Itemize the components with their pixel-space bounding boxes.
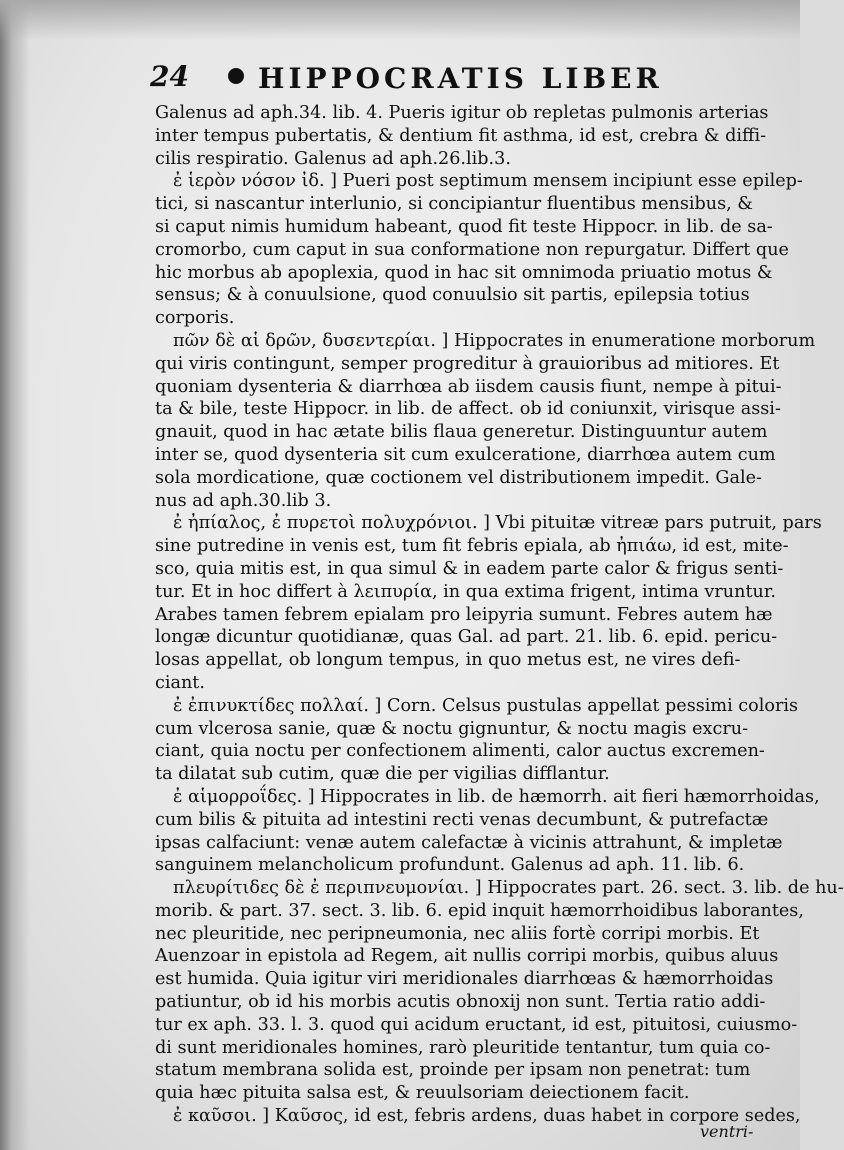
- text-line: Galenus ad aph.34. lib. 4. Pueris igitur ob repletas pulmonis arterias: [155, 103, 769, 123]
- text-line: nec pleuritide, nec peripneumonia, nec aliis fortè corripi morbis. Et: [155, 923, 760, 944]
- text-line: cum bilis & pituita ad intestini recti venas decumbunt, & putrefactæ: [155, 809, 769, 830]
- text-line: hic morbus ab apoplexia, quod in hac sit omnimoda priuatio motus &: [155, 262, 773, 283]
- text-line: ta dilatat sub cutim, quæ die per vigilias difflantur.: [155, 764, 610, 785]
- text-line: inter tempus pubertatis, & dentium fit asthma, id est, crebra & diffi-: [155, 125, 767, 146]
- running-title: HIPPOCRATIS LIBER: [258, 62, 663, 95]
- ink-blot: [228, 68, 244, 84]
- text-line: patiuntur, ob id his morbis acutis obnoxij non sunt. Tertia ratio addi-: [155, 992, 766, 1013]
- text-line: nus ad aph.30.lib 3.: [155, 490, 332, 511]
- text-line: sola mordicatione, quæ coctionem vel distributionem impedit. Gale-: [155, 467, 762, 488]
- text-line: πῶν δὲ αἱ δρῶν, δυσεντερίαι. ] Hippocrates in enumeratione morborum: [173, 330, 816, 351]
- catchword: ventri-: [700, 1122, 754, 1141]
- text-line: est humida. Quia igitur viri meridionales diarrhœas & hæmorrhoidas: [155, 969, 774, 990]
- text-line: si caput nimis humidum habeant, quod fit teste Hippocr. in lib. de sa-: [155, 216, 773, 237]
- text-line: cilis respiratio. Galenus ad aph.26.lib.3.: [155, 148, 511, 169]
- text-line: tur ex aph. 33. l. 3. quod qui acidum eructant, id est, pituitosi, cuiusmo-: [155, 1014, 798, 1035]
- text-line: ciant.: [155, 672, 205, 693]
- text-line: ἐ ἠπίαλος, ἐ πυρετοὶ πολυχρόνιοι. ] Vbi pituitæ vitreæ pars putruit, pars: [173, 513, 822, 534]
- text-line: inter se, quod dysenteria sit cum exulceratione, diarrhœa autem cum: [155, 444, 776, 465]
- text-line: ta & bile, teste Hippocr. in lib. de affect. ob id coniunxit, virisque assi-: [155, 399, 781, 420]
- gutter-shadow: [0, 0, 30, 1150]
- text-line: quoniam dysenteria & diarrhœa ab iisdem causis fiunt, nempe à pitui-: [155, 376, 782, 397]
- text-line: Auenzoar in epistola ad Regem, ait nullis corripi morbis, quibus aluus: [155, 946, 779, 967]
- text-line: ἐ αἱμορροΐδες. ] Hippocrates in lib. de hæmorrh. ait fieri hæmorrhoidas,: [173, 786, 820, 807]
- text-line: di sunt meridionales homines, rarò pleuritide tentantur, tum quia co-: [155, 1037, 771, 1058]
- text-line: longæ dicuntur quotidianæ, quas Gal. ad part. 21. lib. 6. epid. pericu-: [155, 627, 778, 648]
- text-line: ἐ καῦσοι. ] Καῦσος, id est, febris ardens, duas habet in corpore sedes,: [173, 1106, 801, 1127]
- text-line: ἐ ἱερὸν νόσον ἰδ. ] Pueri post septimum mensem incipiunt esse epilep-: [173, 171, 803, 192]
- text-line: cum vlcerosa sanie, quæ & noctu gignuntur, & noctu magis excru-: [155, 718, 749, 739]
- text-line: losas appellat, ob longum tempus, in quo metus est, ne vires defi-: [155, 650, 741, 671]
- text-line: ciant, quia noctu per confectionem alimenti, calor auctus excremen-: [155, 741, 765, 762]
- text-line: ἐ ἐπινυκτίδες πολλαί. ] Corn. Celsus pustulas appellat pessimi coloris: [173, 695, 799, 716]
- text-line: tici, si nascantur interlunio, si concipiantur fluentibus mensibus, &: [155, 194, 753, 215]
- text-line: morib. & part. 37. sect. 3. lib. 6. epid inquit hæmorrhoidibus laborantes,: [155, 900, 804, 921]
- text-line: qui viris contingunt, semper progreditur à grauioribus ad mitiores. Et: [155, 353, 780, 374]
- page-header: [148, 60, 768, 100]
- text-line: sanguinem melancholicum profundunt. Galenus ad aph. 11. lib. 6.: [155, 855, 745, 876]
- text-line: sensus; & à conuulsione, quod conuulsio sit partis, epilepsia totius: [155, 285, 750, 306]
- top-edge-shadow: [0, 0, 800, 40]
- text-line: πλευρίτιδες δὲ ἐ περιπνευμονίαι. ] Hippocrates part. 26. sect. 3. lib. de hu-: [173, 878, 844, 899]
- text-line: cromorbo, cum caput in sua conformatione non repurgatur. Differt que: [155, 239, 789, 260]
- text-line: quia hæc pituita salsa est, & reuulsoriam deiectionem facit.: [155, 1083, 690, 1104]
- text-line: sine putredine in venis est, tum fit febris epiala, ab ἠπιάω, id est, mite-: [155, 536, 789, 557]
- text-line: ipsas calfaciunt: venæ autem calefactæ à vicinis attrahunt, & impletæ: [155, 832, 783, 853]
- text-line: corporis.: [155, 308, 235, 329]
- body-text: [155, 102, 844, 1128]
- page-number: 24: [150, 60, 189, 93]
- text-line: tur. Et in hoc differt à λειπυρία, in qua extima frigent, intima vruntur.: [155, 581, 776, 602]
- text-line: sco, quia mitis est, in qua simul & in eadem parte calor & frigus senti-: [155, 558, 784, 579]
- text-line: gnauit, quod in hac ætate bilis flaua generetur. Distinguuntur autem: [155, 422, 768, 443]
- text-line: statum membrana solida est, proinde per ipsam non penetrat: tum: [155, 1060, 751, 1081]
- text-line: Arabes tamen febrem epialam pro leipyria sumunt. Febres autem hæ: [155, 604, 773, 625]
